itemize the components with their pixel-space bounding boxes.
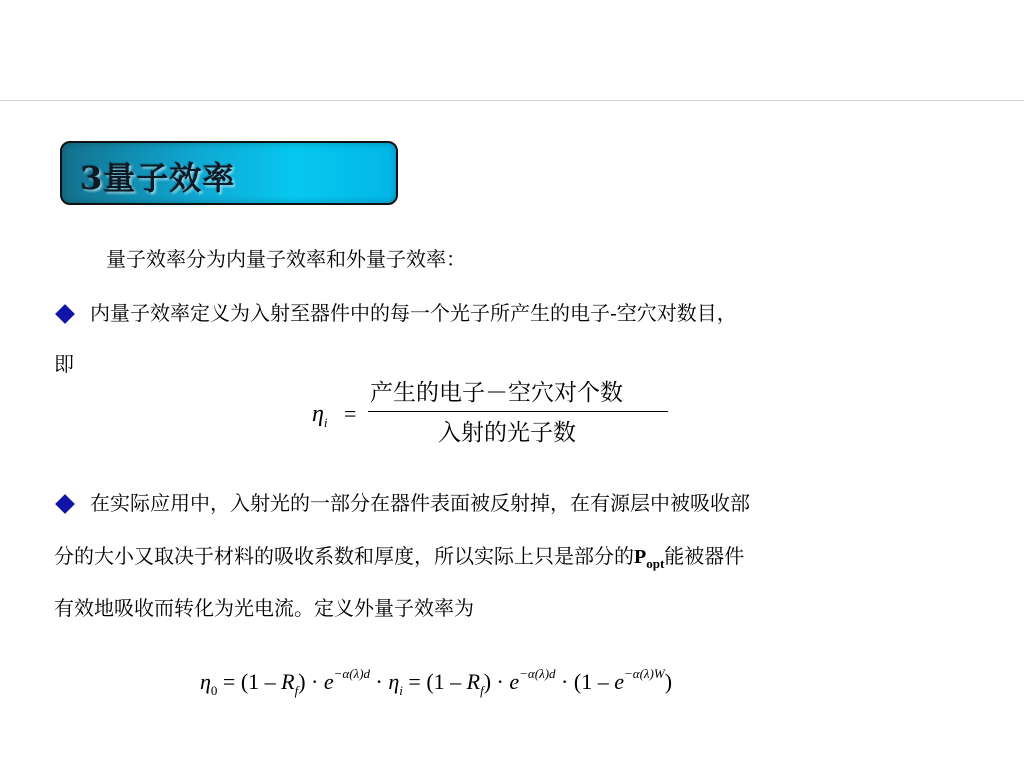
formula2-part: ·: [370, 669, 389, 694]
formula2-part: ) ·: [483, 669, 510, 694]
bullet1-line1: 内量子效率定义为入射至器件中的每一个光子所产生的电子-空穴对数目，: [90, 301, 737, 325]
bullet2-line2-tail: 能被器件: [664, 544, 745, 568]
formula2-part: = (1 –: [217, 669, 282, 694]
bullet-paragraph-1: [52, 299, 737, 327]
exp-base: e: [323, 669, 334, 694]
section-title-box: [60, 141, 398, 205]
bullet2-line3: 有效地吸收而转化为光电流。定义外量子效率为: [54, 596, 474, 620]
popt-symbol: P: [634, 546, 647, 568]
bullet2-line2-text: 分的大小又取决于材料的吸收系数和厚度，所以实际上只是部分的: [54, 544, 634, 568]
intro-text: 量子效率分为内量子效率和外量子效率：: [106, 247, 466, 271]
exponent: −α(λ)d: [333, 666, 371, 681]
reflectance-subscript: f: [480, 683, 484, 698]
bullet-paragraph-2: [52, 489, 750, 517]
formula2-part: = (1 –: [402, 669, 467, 694]
fraction-bar: [368, 411, 668, 412]
eta-symbol: η: [312, 401, 324, 427]
formula2-part: ): [664, 669, 673, 694]
popt-subscript: opt: [646, 556, 665, 571]
formula1-lhs: [312, 400, 328, 437]
formula1-equals: =: [344, 401, 357, 426]
exp-base: e: [614, 669, 624, 694]
formula1-denominator: 入射的光子数: [438, 420, 576, 445]
reflectance-symbol: R: [281, 669, 295, 694]
formula2-part: ) ·: [298, 669, 324, 694]
top-divider: [0, 100, 1024, 101]
bullet2-line2: [54, 542, 744, 578]
formula2-part: · (1 –: [555, 669, 615, 694]
eta-subscript: i: [323, 415, 328, 430]
exponent: −α(λ)W: [623, 666, 665, 681]
exponent: −α(λ)d: [519, 666, 556, 681]
reflectance-symbol: R: [466, 669, 481, 694]
section-title: 3量子效率: [80, 159, 236, 197]
diamond-bullet-icon: [55, 304, 75, 324]
reflectance-subscript: f: [294, 683, 299, 698]
eta0-subscript: 0: [210, 683, 218, 698]
diamond-bullet-icon: [55, 494, 75, 514]
bullet1-line2: 即: [54, 352, 74, 376]
exp-base: e: [509, 669, 520, 694]
formula2: [200, 660, 672, 705]
etai-symbol: η: [388, 669, 400, 694]
formula1-numerator: 产生的电子－空穴对个数: [370, 380, 623, 405]
etai-subscript: i: [399, 683, 403, 698]
bullet2-line1: 在实际应用中，入射光的一部分在器件表面被反射掉，在有源层中被吸收部: [90, 491, 750, 515]
eta0-symbol: η: [200, 669, 211, 694]
